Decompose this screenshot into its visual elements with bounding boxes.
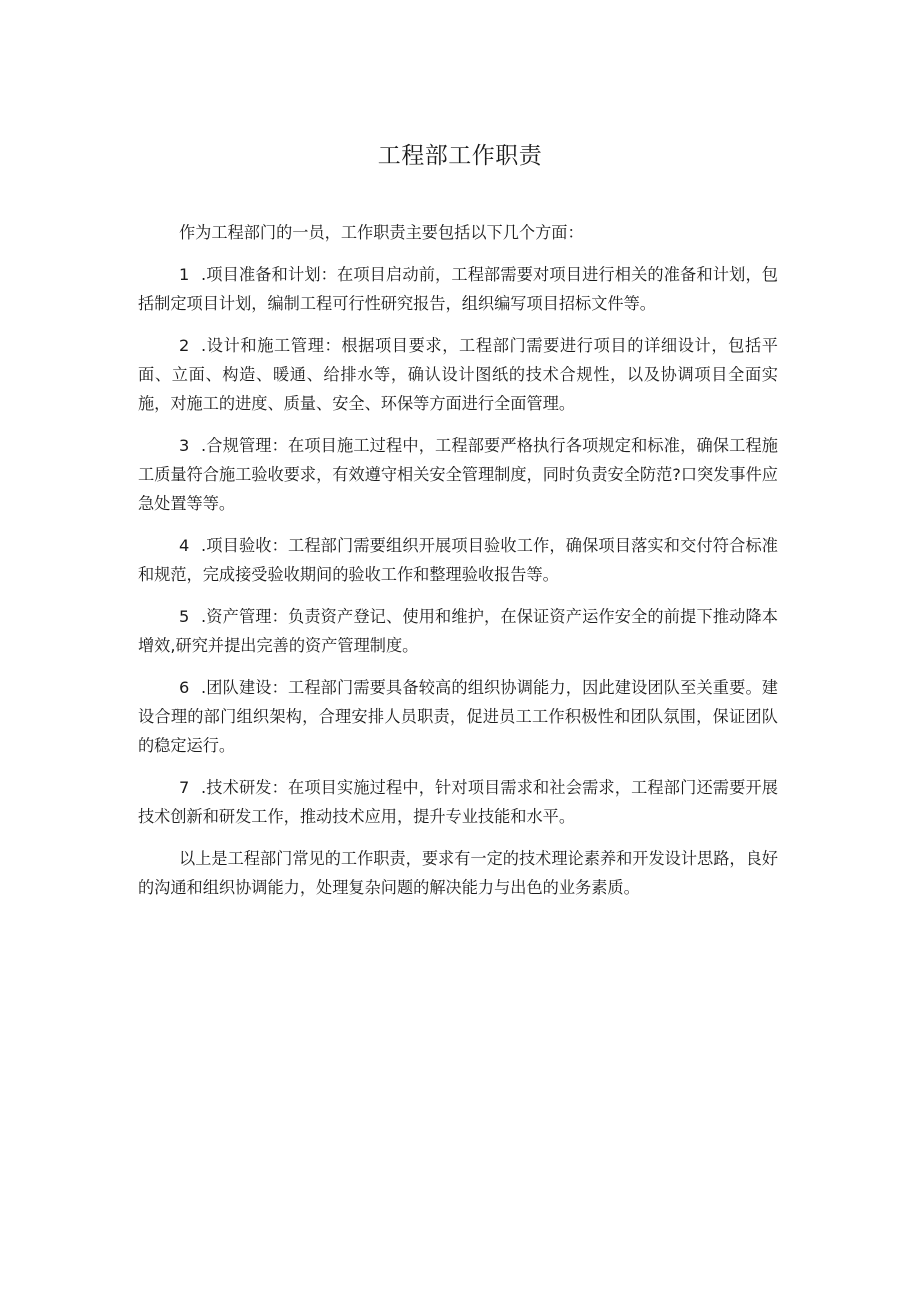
duty-item-text: .技术研发：在项目实施过程中，针对项目需求和社会需求，工程部门还需要开展技术创新和研发工作，推动技术应用，提升专业技能和水平。 (138, 778, 778, 826)
duty-list (138, 260, 778, 831)
duty-item-number: 2 (179, 336, 190, 355)
duty-item-text: .团队建设：工程部门需要具备较高的组织协调能力，因此建设团队至关重要。建设合理的部门组织架构，合理安排人员职责，促进员工工作积极性和团队氛围，保证团队的稳定运行。 (138, 678, 778, 755)
duty-item-3 (138, 431, 778, 518)
document-title: 工程部工作职责 (377, 143, 543, 169)
duty-item-number: 4 (179, 536, 190, 555)
duty-item-text: .项目验收：工程部门需要组织开展项目验收工作，确保项目落实和交付符合标准和规范，完成接受验收期间的验收工作和整理验收报告等。 (138, 536, 778, 584)
duty-item-number: 1 (179, 265, 190, 284)
duty-item-number: 7 (179, 778, 190, 797)
duty-item-6 (138, 673, 778, 760)
duty-item-text: .资产管理：负责资产登记、使用和维护，在保证资产运作安全的前提下推动降本增效,研究并提出完善的资产管理制度。 (138, 607, 778, 655)
duty-item-number: 5 (179, 607, 190, 626)
duty-item-1 (138, 260, 778, 318)
duty-item-7 (138, 773, 778, 831)
duty-item-4 (138, 531, 778, 589)
duty-item-number: 3 (179, 436, 190, 455)
duty-item-text: .合规管理：在项目施工过程中，工程部要严格执行各项规定和标准，确保工程施工质量符合施工验收要求，有效遵守相关安全管理制度，同时负责安全防范?口突发事件应急处置等等。 (138, 436, 778, 513)
conclusion-paragraph: 以上是工程部门常见的工作职责，要求有一定的技术理论素养和开发设计思路，良好的沟通和组织协调能力，处理复杂问题的解决能力与出色的业务素质。 (138, 849, 778, 897)
duty-item-5 (138, 602, 778, 660)
duty-item-text: .设计和施工管理：根据项目要求，工程部门需要进行项目的详细设计，包括平面、立面、构造、暖通、给排水等，确认设计图纸的技术合规性，以及协调项目全面实施，对施工的进度、质量、安全、环保等方面进行全面管理。 (138, 336, 778, 413)
document-body (138, 218, 778, 915)
duty-item-number: 6 (179, 678, 190, 697)
duty-item-2 (138, 331, 778, 418)
intro-paragraph: 作为工程部门的一员，工作职责主要包括以下几个方面： (179, 223, 584, 242)
duty-item-text: .项目准备和计划：在项目启动前，工程部需要对项目进行相关的准备和计划，包括制定项目计划，编制工程可行性研究报告，组织编写项目招标文件等。 (138, 265, 778, 313)
